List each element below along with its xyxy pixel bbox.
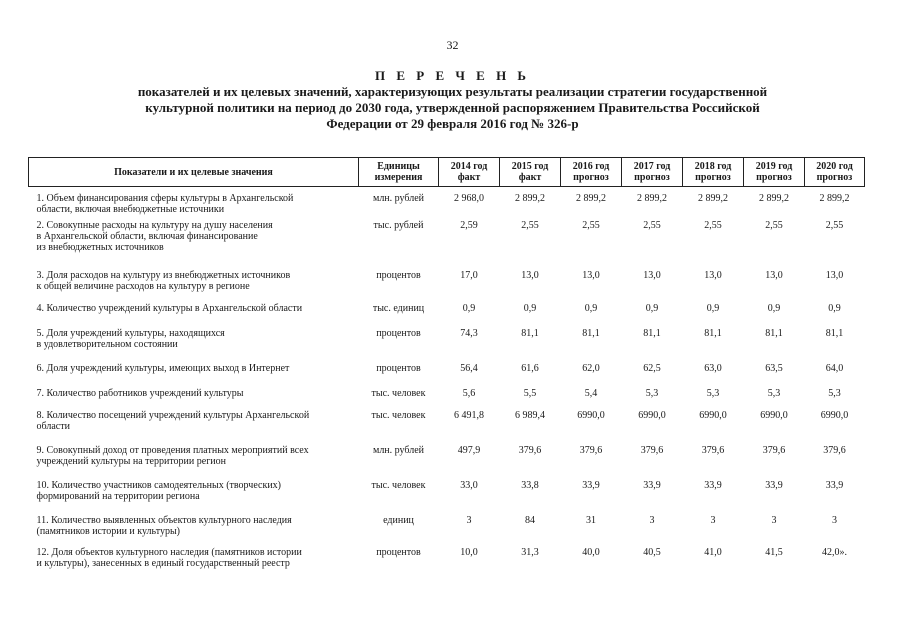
indicator-name: [29, 303, 359, 328]
table-row: [29, 303, 865, 328]
indicator-name-line: 11. Количество выявленных объектов культурного наследия: [36, 514, 292, 526]
value-cell: 2,55: [765, 219, 783, 231]
value-cell: 41,5: [765, 546, 783, 558]
column-header-subline: прогноз: [573, 172, 609, 183]
table-row: [29, 187, 865, 220]
column-header-line: 2016 год: [572, 161, 610, 172]
indicator-name-line: учреждений культуры на территории регион: [36, 455, 226, 467]
column-header-subline: факт: [518, 172, 542, 183]
table-header-row: [29, 158, 865, 187]
indicator-name: [29, 445, 359, 480]
indicator-name-line: и культуры), занесенных в единый государственный реестр: [36, 557, 290, 569]
page-number: 32: [446, 38, 459, 52]
value-cell: 0,9: [767, 302, 781, 314]
indicator-name: [29, 220, 359, 270]
column-header-subline: факт: [457, 172, 481, 183]
indicators-table: [28, 157, 865, 580]
column-header-7: [744, 158, 805, 187]
indicator-name-line: 12. Доля объектов культурного наследия (памятников истории: [36, 546, 302, 558]
value-cell: 3: [466, 514, 472, 526]
value-cell: 3: [649, 514, 655, 526]
value-cell: 379,6: [701, 444, 725, 456]
column-header-subline: прогноз: [816, 172, 853, 183]
unit-cell: млн. рублей: [372, 444, 425, 456]
value-cell: 33,0: [460, 479, 478, 491]
value-cell: 379,6: [762, 444, 786, 456]
value-cell: 5,3: [767, 387, 781, 399]
column-header-line: 2014 год: [450, 161, 488, 172]
indicator-name: [29, 187, 359, 220]
indicator-name-line: из внебюджетных источников: [36, 241, 164, 253]
value-cell: 13,0: [765, 269, 783, 281]
column-header-5: [622, 158, 683, 187]
indicator-name-line: 6. Доля учреждений культуры, имеющих выход в Интернет: [36, 362, 290, 374]
value-cell: 13,0: [582, 269, 600, 281]
value-cell: 13,0: [521, 269, 539, 281]
table-row: [29, 328, 865, 363]
indicator-name-line: области: [36, 420, 70, 432]
value-cell: 6 989,4: [515, 409, 545, 421]
unit-cell: тыс. рублей: [373, 219, 424, 231]
value-cell: 2 899,2: [515, 193, 545, 204]
value-cell: 13,0: [704, 269, 722, 281]
indicator-name: [29, 388, 359, 410]
table-row: [29, 445, 865, 480]
unit-cell: процентов: [376, 269, 421, 281]
value-cell: 2,59: [460, 219, 478, 231]
value-cell: 63,5: [765, 362, 783, 374]
indicator-name-line: формирований на территории региона: [36, 490, 200, 502]
column-header-line: 2019 год: [755, 161, 793, 172]
value-cell: 31: [586, 514, 596, 526]
value-cell: 17,0: [460, 269, 478, 281]
indicator-name: [29, 328, 359, 363]
value-cell: 61,6: [521, 362, 539, 374]
value-cell: 2 968,0: [454, 193, 484, 204]
value-cell: 81,1: [765, 327, 783, 339]
value-cell: 3: [710, 514, 716, 526]
value-cell: 0,9: [523, 302, 537, 314]
value-cell: 5,3: [645, 387, 659, 399]
unit-cell: тыс. человек: [371, 409, 426, 421]
value-cell: 81,1: [825, 327, 844, 339]
column-header-subline: прогноз: [695, 172, 731, 183]
value-cell: 74,3: [460, 327, 478, 339]
value-cell: 33,9: [582, 479, 600, 491]
value-cell: 2,55: [825, 219, 844, 231]
indicator-name-line: 1. Объем финансирования сферы культуры в Архангельской: [36, 193, 294, 204]
indicator-name-line: к общей величине расходов на культуру в регионе: [36, 280, 250, 292]
column-header-line: 2017 год: [633, 161, 671, 172]
value-cell: 62,5: [643, 362, 661, 374]
indicator-name-line: 5. Доля учреждений культуры, находящихся: [36, 327, 225, 339]
indicator-name-line: 2. Совокупные расходы на культуру на душу населения: [36, 219, 273, 231]
column-header-2: [439, 158, 500, 187]
indicator-name: [29, 363, 359, 388]
column-header-subline: прогноз: [634, 172, 670, 183]
value-cell: 2,55: [704, 219, 722, 231]
table-row: [29, 270, 865, 303]
value-cell: 2,55: [643, 219, 661, 231]
value-cell: 5,3: [828, 387, 841, 399]
title-line-1: показателей и их целевых значений, характеризующих результаты реализации стратегии государственной: [137, 84, 768, 99]
indicator-name-line: 3. Доля расходов на культуру из внебюджетных источников: [36, 269, 291, 281]
column-header-3: [500, 158, 561, 187]
table-header: [29, 158, 865, 187]
value-cell: 2 899,2: [576, 193, 606, 204]
value-cell: 2 899,2: [698, 193, 728, 204]
indicator-name: [29, 515, 359, 547]
value-cell: 56,4: [460, 362, 478, 374]
indicator-name-line: 8. Количество посещений учреждений культуры Архангельской: [36, 409, 310, 421]
column-header-1: [359, 158, 439, 187]
table-row: [29, 480, 865, 515]
indicator-name-line: 7. Количество работников учреждений культуры: [36, 387, 244, 399]
value-cell: 33,9: [825, 479, 844, 491]
indicator-name: [29, 480, 359, 515]
value-cell: 40,0: [582, 546, 600, 558]
title-line-2: культурной политики на период до 2030 года, утвержденной распоряжением Правительства Российской: [145, 100, 760, 115]
unit-cell: единиц: [383, 514, 414, 526]
value-cell: 6 491,8: [454, 409, 484, 421]
value-cell: 40,5: [643, 546, 661, 558]
column-header-subline: прогноз: [756, 172, 792, 183]
value-cell: 497,9: [457, 444, 481, 456]
table-row: [29, 363, 865, 388]
value-cell: 6990,0: [820, 409, 849, 421]
value-cell: 41,0: [704, 546, 722, 558]
indicator-name-line: в Архангельской области, включая финансирование: [36, 230, 258, 242]
column-header-line: Единицы: [377, 161, 420, 172]
column-header-8: [805, 158, 865, 187]
value-cell: 5,6: [462, 387, 476, 399]
value-cell: 81,1: [582, 327, 600, 339]
unit-cell: процентов: [376, 362, 421, 374]
value-cell: 379,6: [579, 444, 603, 456]
value-cell: 2 899,2: [759, 193, 789, 204]
title-heading: П Е Р Е Ч Е Н Ь: [374, 68, 531, 83]
table-body: [29, 187, 865, 580]
indicator-name-line: (памятников истории и культуры): [36, 525, 181, 537]
value-cell: 0,9: [584, 302, 598, 314]
value-cell: 5,5: [523, 387, 537, 399]
value-cell: 0,9: [706, 302, 720, 314]
indicator-name-line: 10. Количество участников самодеятельных (творческих): [36, 479, 282, 491]
column-header-4: [561, 158, 622, 187]
value-cell: 33,9: [643, 479, 661, 491]
value-cell: 0,9: [828, 302, 841, 314]
indicator-name-line: в удовлетворительном состоянии: [36, 338, 178, 350]
value-cell: 84: [525, 514, 535, 526]
value-cell: 5,3: [706, 387, 720, 399]
unit-cell: млн. рублей: [372, 193, 425, 204]
table-row: [29, 410, 865, 445]
title-line-3: Федерации от 29 февраля 2016 год № 326-р: [326, 116, 579, 131]
value-cell: 62,0: [582, 362, 600, 374]
indicator-name: [29, 270, 359, 303]
indicator-name-line: области, включая внебюджетные источники: [36, 204, 225, 215]
indicator-name: [29, 410, 359, 445]
value-cell: 3: [771, 514, 777, 526]
indicator-name-line: 9. Совокупный доход от проведения платных мероприятий всех: [36, 444, 309, 456]
column-header-subline: измерения: [374, 172, 423, 183]
table-row: [29, 515, 865, 547]
value-cell: 2,55: [582, 219, 600, 231]
value-cell: 3: [832, 514, 837, 526]
value-cell: 2,55: [521, 219, 539, 231]
value-cell: 2 899,2: [819, 193, 850, 204]
table-row: [29, 388, 865, 410]
value-cell: 81,1: [521, 327, 539, 339]
value-cell: 33,8: [521, 479, 539, 491]
value-cell: 0,9: [462, 302, 476, 314]
value-cell: 64,0: [825, 362, 844, 374]
value-cell: 81,1: [704, 327, 722, 339]
column-header-6: [683, 158, 744, 187]
value-cell: 379,6: [640, 444, 664, 456]
column-header-0: [29, 158, 359, 187]
column-header-line: 2018 год: [694, 161, 732, 172]
value-cell: 6990,0: [760, 409, 788, 421]
value-cell: 5,4: [584, 387, 598, 399]
table-row: [29, 220, 865, 270]
unit-cell: тыс. единиц: [372, 302, 425, 314]
value-cell: 42,0».: [822, 546, 847, 558]
column-header-line: Показатели и их целевые значения: [114, 166, 273, 178]
unit-cell: тыс. человек: [371, 479, 426, 491]
value-cell: 2 899,2: [637, 193, 667, 204]
unit-cell: процентов: [376, 327, 421, 339]
value-cell: 6990,0: [577, 409, 605, 421]
indicator-name-line: 4. Количество учреждений культуры в Архангельской области: [36, 302, 303, 314]
value-cell: 31,3: [521, 546, 539, 558]
value-cell: 6990,0: [638, 409, 666, 421]
value-cell: 13,0: [643, 269, 661, 281]
value-cell: 379,6: [823, 444, 846, 456]
value-cell: 0,9: [645, 302, 659, 314]
unit-cell: процентов: [376, 546, 421, 558]
value-cell: 63,0: [704, 362, 722, 374]
value-cell: 13,0: [825, 269, 844, 281]
value-cell: 33,9: [765, 479, 783, 491]
value-cell: 6990,0: [699, 409, 727, 421]
column-header-line: 2020 год: [816, 161, 853, 172]
indicator-name: [29, 547, 359, 580]
value-cell: 81,1: [643, 327, 661, 339]
table-row: [29, 547, 865, 580]
document-title: [40, 68, 865, 132]
unit-cell: тыс. человек: [371, 387, 426, 399]
column-header-line: 2015 год: [511, 161, 549, 172]
value-cell: 33,9: [704, 479, 722, 491]
value-cell: 10,0: [460, 546, 478, 558]
value-cell: 379,6: [518, 444, 542, 456]
